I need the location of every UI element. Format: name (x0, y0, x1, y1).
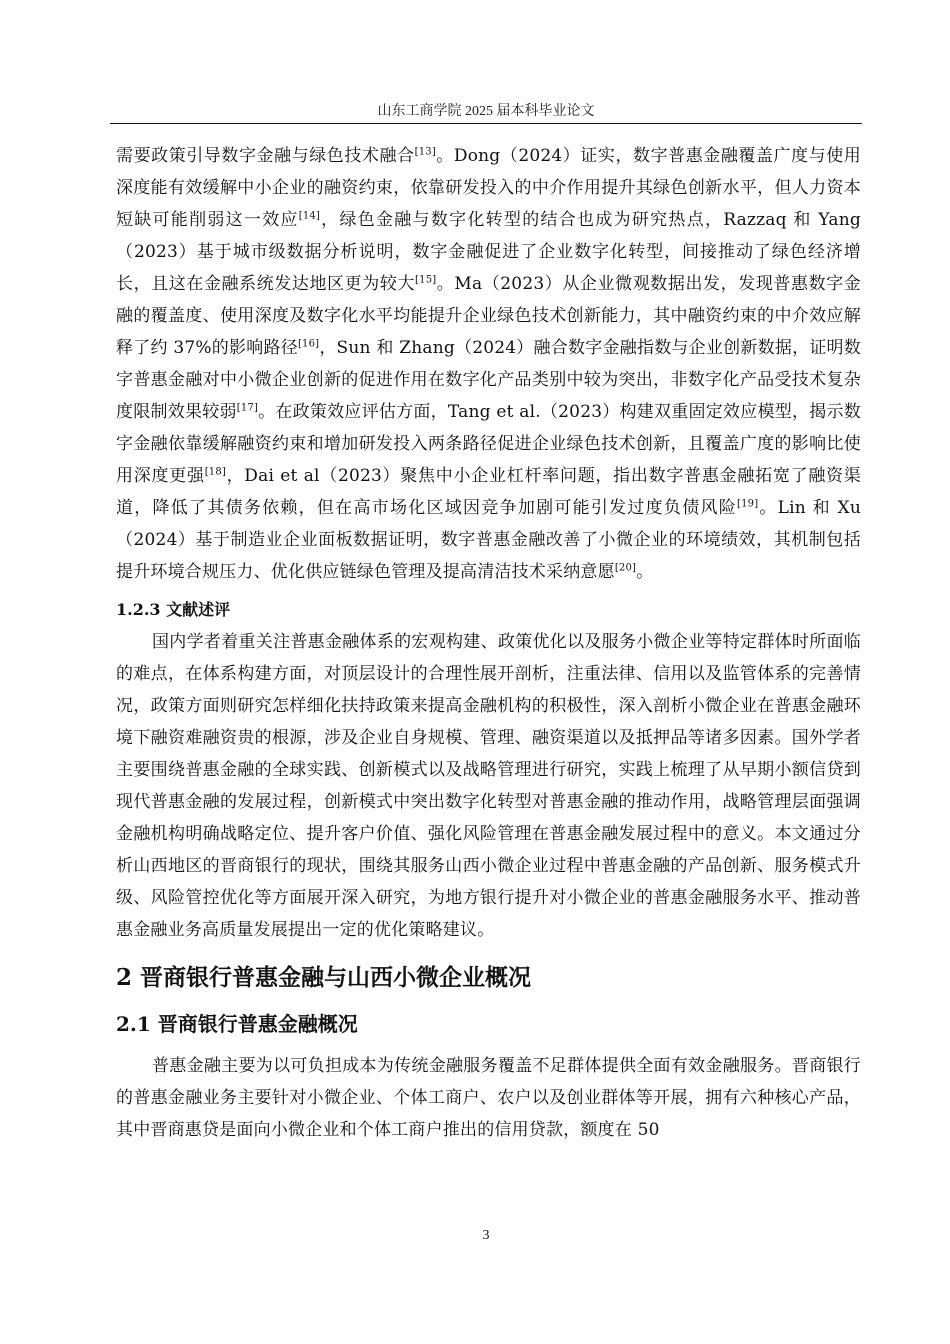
citation-ref: [14] (298, 210, 321, 222)
text-run: 。Ma（2023）从企业微观数据出发，发现普惠数字金融的覆盖度、使用深度及数字化水平均能提升企业绿色技术创新能力，其中融资约束的中介效应解释了约 37%的影响路径 (116, 274, 861, 358)
chapter-heading-2: 2 晋商银行普惠金融与山西小微企业概况 (116, 964, 532, 991)
review-paragraph: 国内学者着重关注普惠金融体系的宏观构建、政策优化以及服务小微企业等特定群体时所面临的难点，在体系构建方面，对顶层设计的合理性展开剖析，注重法律、信用以及监管体系的完善情况，政策方面则研究怎样细化扶持政策来提高金融机构的积极性，深入剖析小微企业在普惠金融环境下融资难融资贵的根源，涉及企业自身规模、管理、融资渠道以及抵押品等诸多因素。国外学者主要围绕普惠金融的全球实践、创新模式以及战略管理进行研究，实践上梳理了从早期小额信贷到现代普惠金融的发展过程，创新模式中突出数字化转型对普惠金融的推动作用，战略管理层面强调金融机构明确战略定位、提升客户价值、强化风险管理在普惠金融发展过程中的意义。本文通过分析山西地区的晋商银行的现状，围绕其服务山西小微企业过程中普惠金融的产品创新、服务模式升级、风险管控优化等方面展开深入研究，为地方银行提升对小微企业的普惠金融服务水平、推动普惠金融业务高质量发展提出一定的优化策略建议。 (116, 632, 861, 940)
text-run: 需要政策引导数字金融与绿色技术融合 (116, 146, 415, 166)
citation-ref: [15] (415, 274, 437, 286)
text-run: 。 (636, 562, 654, 582)
text-run: 。Lin 和 Xu（2024）基于制造业企业面板数据证明，数字普惠金融改善了小微企业的环境绩效，其机制包括提升环境合规压力、优化供应链绿色管理及提高清洁技术采纳意愿 (116, 498, 861, 582)
citation-ref: [17] (236, 402, 259, 414)
text-run: 。Dong（2024）证实，数字普惠金融覆盖广度与使用深度能有效缓解中小企业的融资约束，依靠研发投入的中介作用提升其绿色创新水平，但人力资本短缺可能削弱这一效应 (116, 146, 861, 230)
page-number: 3 (482, 1228, 490, 1243)
citation-ref: [19] (737, 498, 759, 510)
text-run: ，绿色金融与数字化转型的结合也成为研究热点，Razzaq 和 Yang（2023）基于城市级数据分析说明，数字金融促进了企业数字化转型，间接推动了绿色经济增长，且这在金融系统发达地区更为较大 (116, 210, 862, 294)
citation-ref: [18] (204, 466, 227, 478)
section-heading-2-1: 2.1 晋商银行普惠金融概况 (116, 1012, 358, 1036)
text-run: ，Sun 和 Zhang（2024）融合数字金融指数与企业创新数据，证明数字普惠金融对中小微企业创新的促进作用在数字化产品类别中较为突出，非数字化产品受技术复杂度限制效果较弱 (116, 338, 861, 422)
literature-paragraph (116, 140, 861, 588)
section-heading-1-2-3: 1.2.3 文献述评 (116, 600, 231, 619)
citation-ref: [20] (614, 562, 637, 574)
overview-paragraph: 普惠金融主要为以可负担成本为传统金融服务覆盖不足群体提供全面有效金融服务。晋商银行的普惠金融业务主要针对小微企业、个体工商户、农户以及创业群体等开展，拥有六种核心产品，其中晋商惠贷是面向小微企业和个体工商户推出的信用贷款，额度在 50 (116, 1056, 861, 1140)
header-rule (110, 123, 862, 124)
text-run: 。在政策效应评估方面，Tang et al.（2023）构建双重固定效应模型，揭示数字金融依靠缓解融资约束和增加研发投入两条路径促进企业绿色技术创新，且覆盖广度的影响比使用深度更强 (116, 402, 861, 486)
citation-ref: [16] (297, 338, 320, 350)
text-run: ，Dai et al（2023）聚焦中小企业杠杆率问题，指出数字普惠金融拓宽了融资渠道，降低了其债务依赖，但在高市场化区域因竞争加剧可能引发过度负债风险 (116, 466, 861, 518)
citation-ref: [13] (414, 146, 436, 158)
running-header: 山东工商学院 2025 届本科毕业论文 (377, 104, 595, 119)
page-body (116, 140, 861, 1146)
